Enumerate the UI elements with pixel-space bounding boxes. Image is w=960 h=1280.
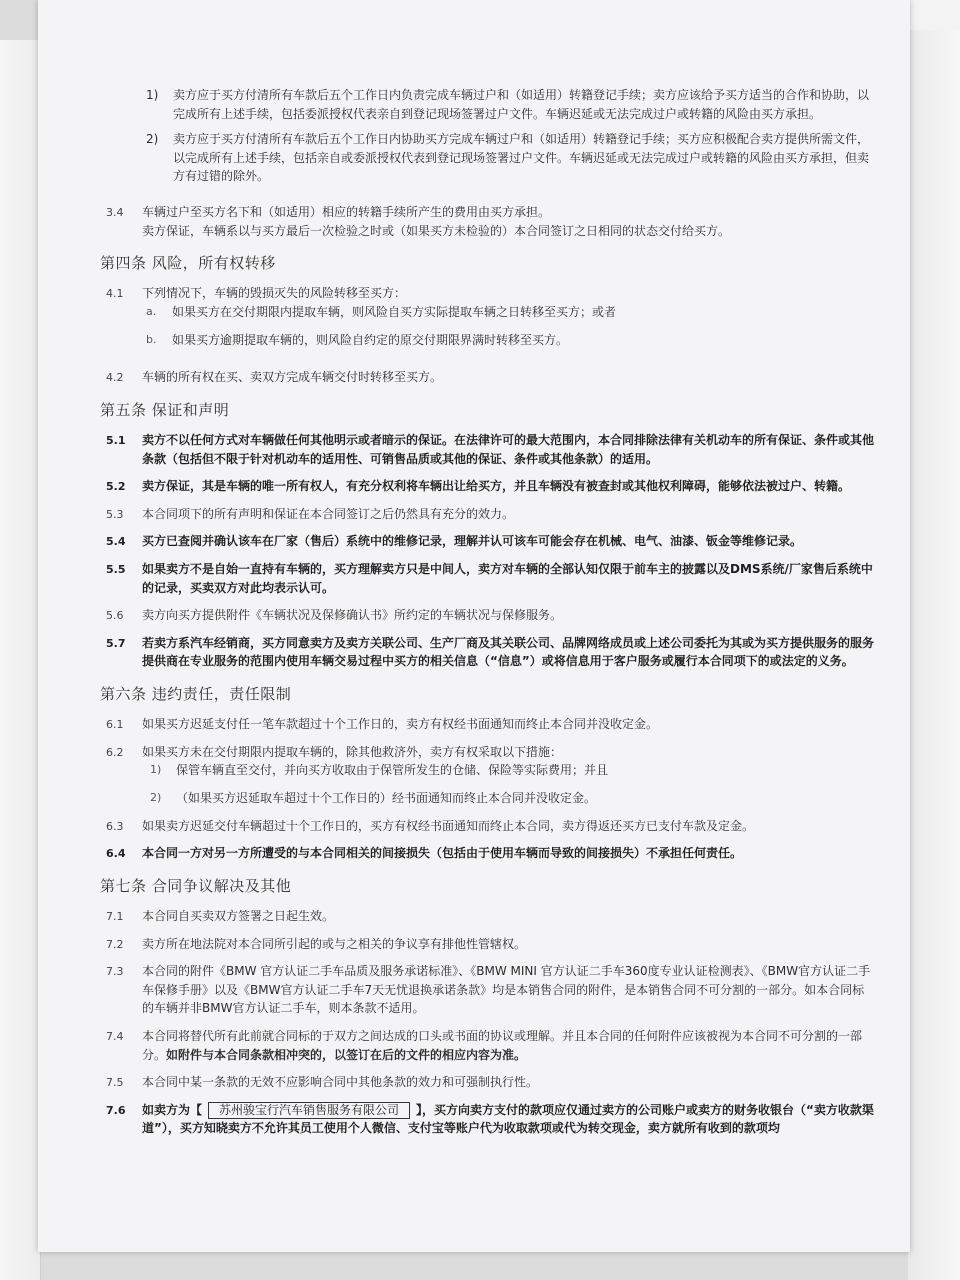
clause-7-6-suffix: 】，买方向卖方支付的款项应仅通过卖方的公司账户或卖方的财务收银台（“卖方收款渠道”），买方知晓卖方不允许其员工使用个人微信、支付宝等账户代为收取款项或代为转交现金，卖方就所有收到的款项均 <box>142 1102 874 1136</box>
item-number: 2) <box>150 791 162 804</box>
sub-item-2 <box>146 130 876 186</box>
clause-6-3 <box>106 817 876 836</box>
clause-text: 本合同一方对另一方所遭受的与本合同相关的间接损失（包括由于使用车辆而导致的间接损失）不承担任何责任。 <box>142 846 743 861</box>
clause-7-1 <box>106 907 876 926</box>
background-page-left <box>0 40 41 1280</box>
clause-7-4-bold-text: 如附件与本合同条款相冲突的，以签订在后的文件的相应内容为准。 <box>166 1047 527 1062</box>
clause-number: 5.4 <box>106 535 126 549</box>
clause-number: 7.2 <box>106 937 124 951</box>
company-name-box: 苏州骏宝行汽车销售服务有限公司 <box>208 1102 410 1120</box>
clause-7-2 <box>106 935 876 954</box>
clause-4-2 <box>106 368 876 387</box>
item-text: （如果买方迟延取车超过十个工作日的）经书面通知而终止本合同并没收定金。 <box>176 791 597 805</box>
sub-item-1 <box>146 86 876 123</box>
clause-text <box>142 1101 876 1138</box>
clause-number: 7.3 <box>106 965 124 979</box>
article-7-title: 第七条 合同争议解决及其他 <box>100 876 292 895</box>
clause-number: 6.3 <box>106 819 124 833</box>
sub-item-number: 2) <box>146 132 159 147</box>
clause-number: 7.6 <box>106 1103 126 1117</box>
clause-number: 5.5 <box>106 563 126 576</box>
clause-text: 买方已查阅并确认该车在厂家（售后）系统中的维修记录，理解并认可该车可能会存在机械、电气、油漆、钣金等维修记录。 <box>142 534 803 549</box>
clause-text: 卖方不以任何方式对车辆做任何其他明示或者暗示的保证。在法律许可的最大范围内，本合同排除法律有关机动车的所有保证、条件或其他条款（包括但不限于针对机动车的适用性、可销售品质或其他的保证、条件或其他条款）的适用。 <box>142 433 875 466</box>
clause-text: 如果卖方迟延交付车辆超过十个工作日的，买方有权经书面通知而终止本合同，卖方得返还买方已支付车款及定金。 <box>142 818 755 833</box>
clause-4-1 <box>106 284 876 303</box>
item-number: 1) <box>150 763 162 777</box>
clause-3-4-line2: 卖方保证，车辆系以与买方最后一次检验之时或（如果买方未检验的）本合同签订之日相同的状态交付给买方。 <box>142 223 731 238</box>
clause-number: 5.2 <box>106 480 126 494</box>
contract-content <box>100 86 876 1147</box>
clause-6-2-item-1 <box>150 761 876 780</box>
item-text: 如果买方在交付期限内提取车辆，则风险自买方实际提取车辆之日转移至买方；或者 <box>172 305 617 319</box>
clause-6-2-item-2 <box>150 789 876 808</box>
clause-7-6 <box>106 1101 876 1138</box>
clause-text <box>142 1027 876 1064</box>
clause-6-4 <box>106 844 876 863</box>
clause-number: 6.4 <box>106 847 126 861</box>
clause-text: 卖方向买方提供附件《车辆状况及保修确认书》所约定的车辆状况与保修服务。 <box>142 608 563 623</box>
article-5-title: 第五条 保证和声明 <box>100 400 230 419</box>
clause-text: 如果买方未在交付期限内提取车辆的，除其他救济外，卖方有权采取以下措施： <box>142 744 563 759</box>
clause-4-1-item-a <box>146 303 876 322</box>
item-letter: b. <box>146 332 157 346</box>
contract-page <box>38 0 910 1252</box>
clause-5-4 <box>106 532 876 551</box>
clause-5-5 <box>106 560 876 597</box>
clause-5-7 <box>106 634 876 671</box>
clause-7-4-normal-text: 本合同将替代所有此前就合同标的于双方之间达成的口头或书面的协议或理解。并且本合同的任何附件应该被视为本合同不可分割的一部分。 <box>142 1029 863 1062</box>
clause-5-6 <box>106 606 876 625</box>
clause-text <box>142 203 876 240</box>
clause-4-1-item-b <box>146 331 876 350</box>
clause-6-2 <box>106 743 876 762</box>
clause-number: 7.5 <box>106 1076 124 1090</box>
clause-number: 5.1 <box>106 434 126 448</box>
background-right-top <box>908 0 960 30</box>
clause-text: 车辆的所有权在买、卖双方完成车辆交付时转移至买方。 <box>142 370 443 385</box>
item-letter: a. <box>146 305 157 318</box>
clause-text: 本合同的附件《BMW 官方认证二手车品质及服务承诺标准》、《BMW MINI 官方认证二手车360度专业认证检测表》、《BMW官方认证二手车保修手册》以及《BMW官方认证二手车7天无忧退换承诺条款》均是本销售合同的附件，是本销售合同不可分割的一部分。如本合同标的车辆并非BMW官方认证二手车，则本条款不适用。 <box>142 964 871 1016</box>
clause-number: 7.1 <box>106 910 124 924</box>
clause-number: 7.4 <box>106 1030 124 1043</box>
clause-5-1 <box>106 431 876 468</box>
clause-number: 3.4 <box>106 205 124 219</box>
clause-text: 若卖方系汽车经销商，买方同意卖方及卖方关联公司、生产厂商及其关联公司、品牌网络成员或上述公司委托为其或为买方提供服务的服务提供商在专业服务的范围内使用车辆交易过程中买方的相关信息（“信息”）或将信息用于客户服务或履行本合同项下的或法定的义务。 <box>142 635 875 669</box>
background-page-right <box>908 0 960 1280</box>
clause-7-5 <box>106 1073 876 1092</box>
clause-number: 5.6 <box>106 609 124 623</box>
article-6-title: 第六条 违约责任，责任限制 <box>100 684 292 703</box>
clause-3-4-line1: 车辆过户至买方名下和（如适用）相应的转籍手续所产生的费用由买方承担。 <box>142 204 551 219</box>
clause-5-3 <box>106 505 876 524</box>
sub-item-text: 卖方应于买方付清所有车款后五个工作日内协助买方完成车辆过户和（如适用）转籍登记手续；买方应积极配合卖方提供所需文件，以完成所有上述手续，包括亲自或委派授权代表到登记现场签署过户文件。车辆迟延或无法完成过户或转籍的风险由买方承担，但卖方有过错的除外。 <box>173 132 870 184</box>
item-text: 如果买方逾期提取车辆的，则风险自约定的原交付期限界满时转移至买方。 <box>172 332 569 347</box>
clause-number: 5.3 <box>106 507 124 521</box>
clause-text: 如果买方迟延支付任一笔车款超过十个工作日的，卖方有权经书面通知而终止本合同并没收定金。 <box>142 717 659 732</box>
clause-number: 5.7 <box>106 636 126 650</box>
clause-3-4 <box>106 203 876 240</box>
clause-number: 4.2 <box>106 371 124 385</box>
clause-number: 6.2 <box>106 745 124 759</box>
clause-number: 6.1 <box>106 718 124 732</box>
clause-text: 如果卖方不是自始一直持有车辆的，买方理解卖方只是中间人，卖方对车辆的全部认知仅限于前车主的披露以及DMS系统/厂家售后系统中的记录，买卖双方对此均表示认可。 <box>142 562 873 595</box>
clause-6-1 <box>106 715 876 734</box>
clause-text: 本合同自买卖双方签署之日起生效。 <box>142 909 335 924</box>
sub-item-number: 1) <box>146 88 159 102</box>
clause-text: 卖方所在地法院对本合同所引起的或与之相关的争议享有排他性管辖权。 <box>142 936 527 951</box>
clause-text: 卖方保证，其是车辆的唯一所有权人，有充分权利将车辆出让给买方，并且车辆没有被查封或其他权利障碍，能够依法被过户、转籍。 <box>142 479 851 494</box>
item-text: 保管车辆直至交付，并向买方收取由于保管所发生的仓储、保险等实际费用；并且 <box>176 763 609 778</box>
article-4-title: 第四条 风险，所有权转移 <box>100 254 276 273</box>
clause-7-6-prefix: 如卖方为【 <box>142 1102 203 1117</box>
clause-7-4 <box>106 1027 876 1064</box>
clause-text: 下列情况下，车辆的毁损灭失的风险转移至买方： <box>142 286 407 301</box>
clause-text: 本合同项下的所有声明和保证在本合同签订之后仍然具有充分的效力。 <box>142 506 515 521</box>
clause-text: 本合同中某一条款的无效不应影响合同中其他条款的效力和可强制执行性。 <box>142 1075 539 1090</box>
clause-5-2 <box>106 477 876 496</box>
clause-7-3 <box>106 962 876 1018</box>
sub-item-text: 卖方应于买方付清所有车款后五个工作日内负责完成车辆过户和（如适用）转籍登记手续；卖方应该给予买方适当的合作和协助，以完成所有上述手续，包括委派授权代表亲自到登记现场签署过户文件。车辆迟延或无法完成过户或转籍的风险由买方承担。 <box>173 88 870 121</box>
clause-number: 4.1 <box>106 287 124 301</box>
